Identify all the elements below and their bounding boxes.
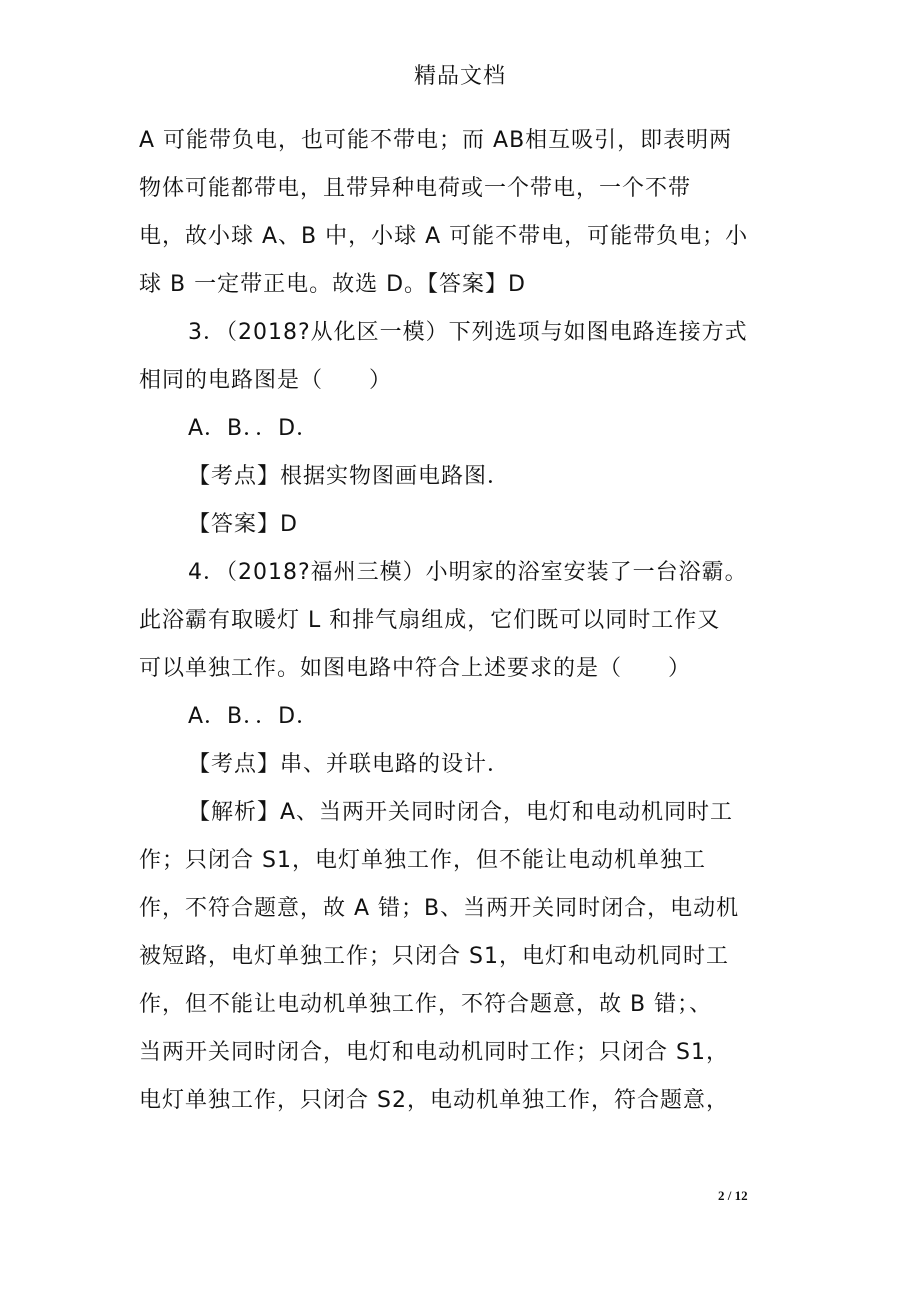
text-line: 球 B 一定带正电。故选 D。【答案】D xyxy=(139,272,526,297)
page-number: 2 / 12 xyxy=(718,1188,748,1203)
text-line: 电，故小球 A、B 中，小球 A 可能不带电，可能带负电；小 xyxy=(139,224,749,249)
text-line: 被短路，电灯单独工作；只闭合 S1，电灯和电动机同时工 xyxy=(139,944,729,969)
text-line: 物体可能都带电，且带异种电荷或一个带电，一个不带 xyxy=(139,176,692,201)
text-line: 电灯单独工作，只闭合 S2，电动机单独工作，符合题意， xyxy=(139,1088,729,1113)
text-line: 相同的电路图是（ ） xyxy=(139,368,393,393)
kaodian-line: 【考点】串、并联电路的设计． xyxy=(188,752,511,777)
text-line: 当两开关同时闭合，电灯和电动机同时工作；只闭合 S1， xyxy=(139,1040,729,1065)
options-line: A．B．．D． xyxy=(188,416,320,441)
question-4-line: 4．（2018?福州三模）小明家的浴室安装了一台浴霸。 xyxy=(188,560,748,585)
text-line: 作，不符合题意，故 A 错；B、当两开关同时闭合，电动机 xyxy=(139,896,740,921)
jiexi-line: 【解析】A、当两开关同时闭合，电灯和电动机同时工 xyxy=(188,800,734,825)
options-line: A．B．．D． xyxy=(188,704,320,729)
question-3-line: 3．（2018?从化区一模）下列选项与如图电路连接方式 xyxy=(188,320,748,345)
text-line: 作；只闭合 S1，电灯单独工作，但不能让电动机单独工 xyxy=(139,848,706,873)
text-line: 可以单独工作。如图电路中符合上述要求的是（ ） xyxy=(139,656,692,681)
page-header-title: 精品文档 xyxy=(413,64,506,89)
text-line: 此浴霸有取暖灯 L 和排气扇组成，它们既可以同时工作又 xyxy=(139,608,721,633)
text-line: 作，但不能让电动机单独工作，不符合题意，故 B 错；、 xyxy=(139,992,713,1017)
text-line: A 可能带负电，也可能不带电；而 AB相互吸引，即表明两 xyxy=(139,128,733,153)
answer-line: 【答案】D xyxy=(188,512,298,537)
kaodian-line: 【考点】根据实物图画电路图． xyxy=(188,464,511,489)
